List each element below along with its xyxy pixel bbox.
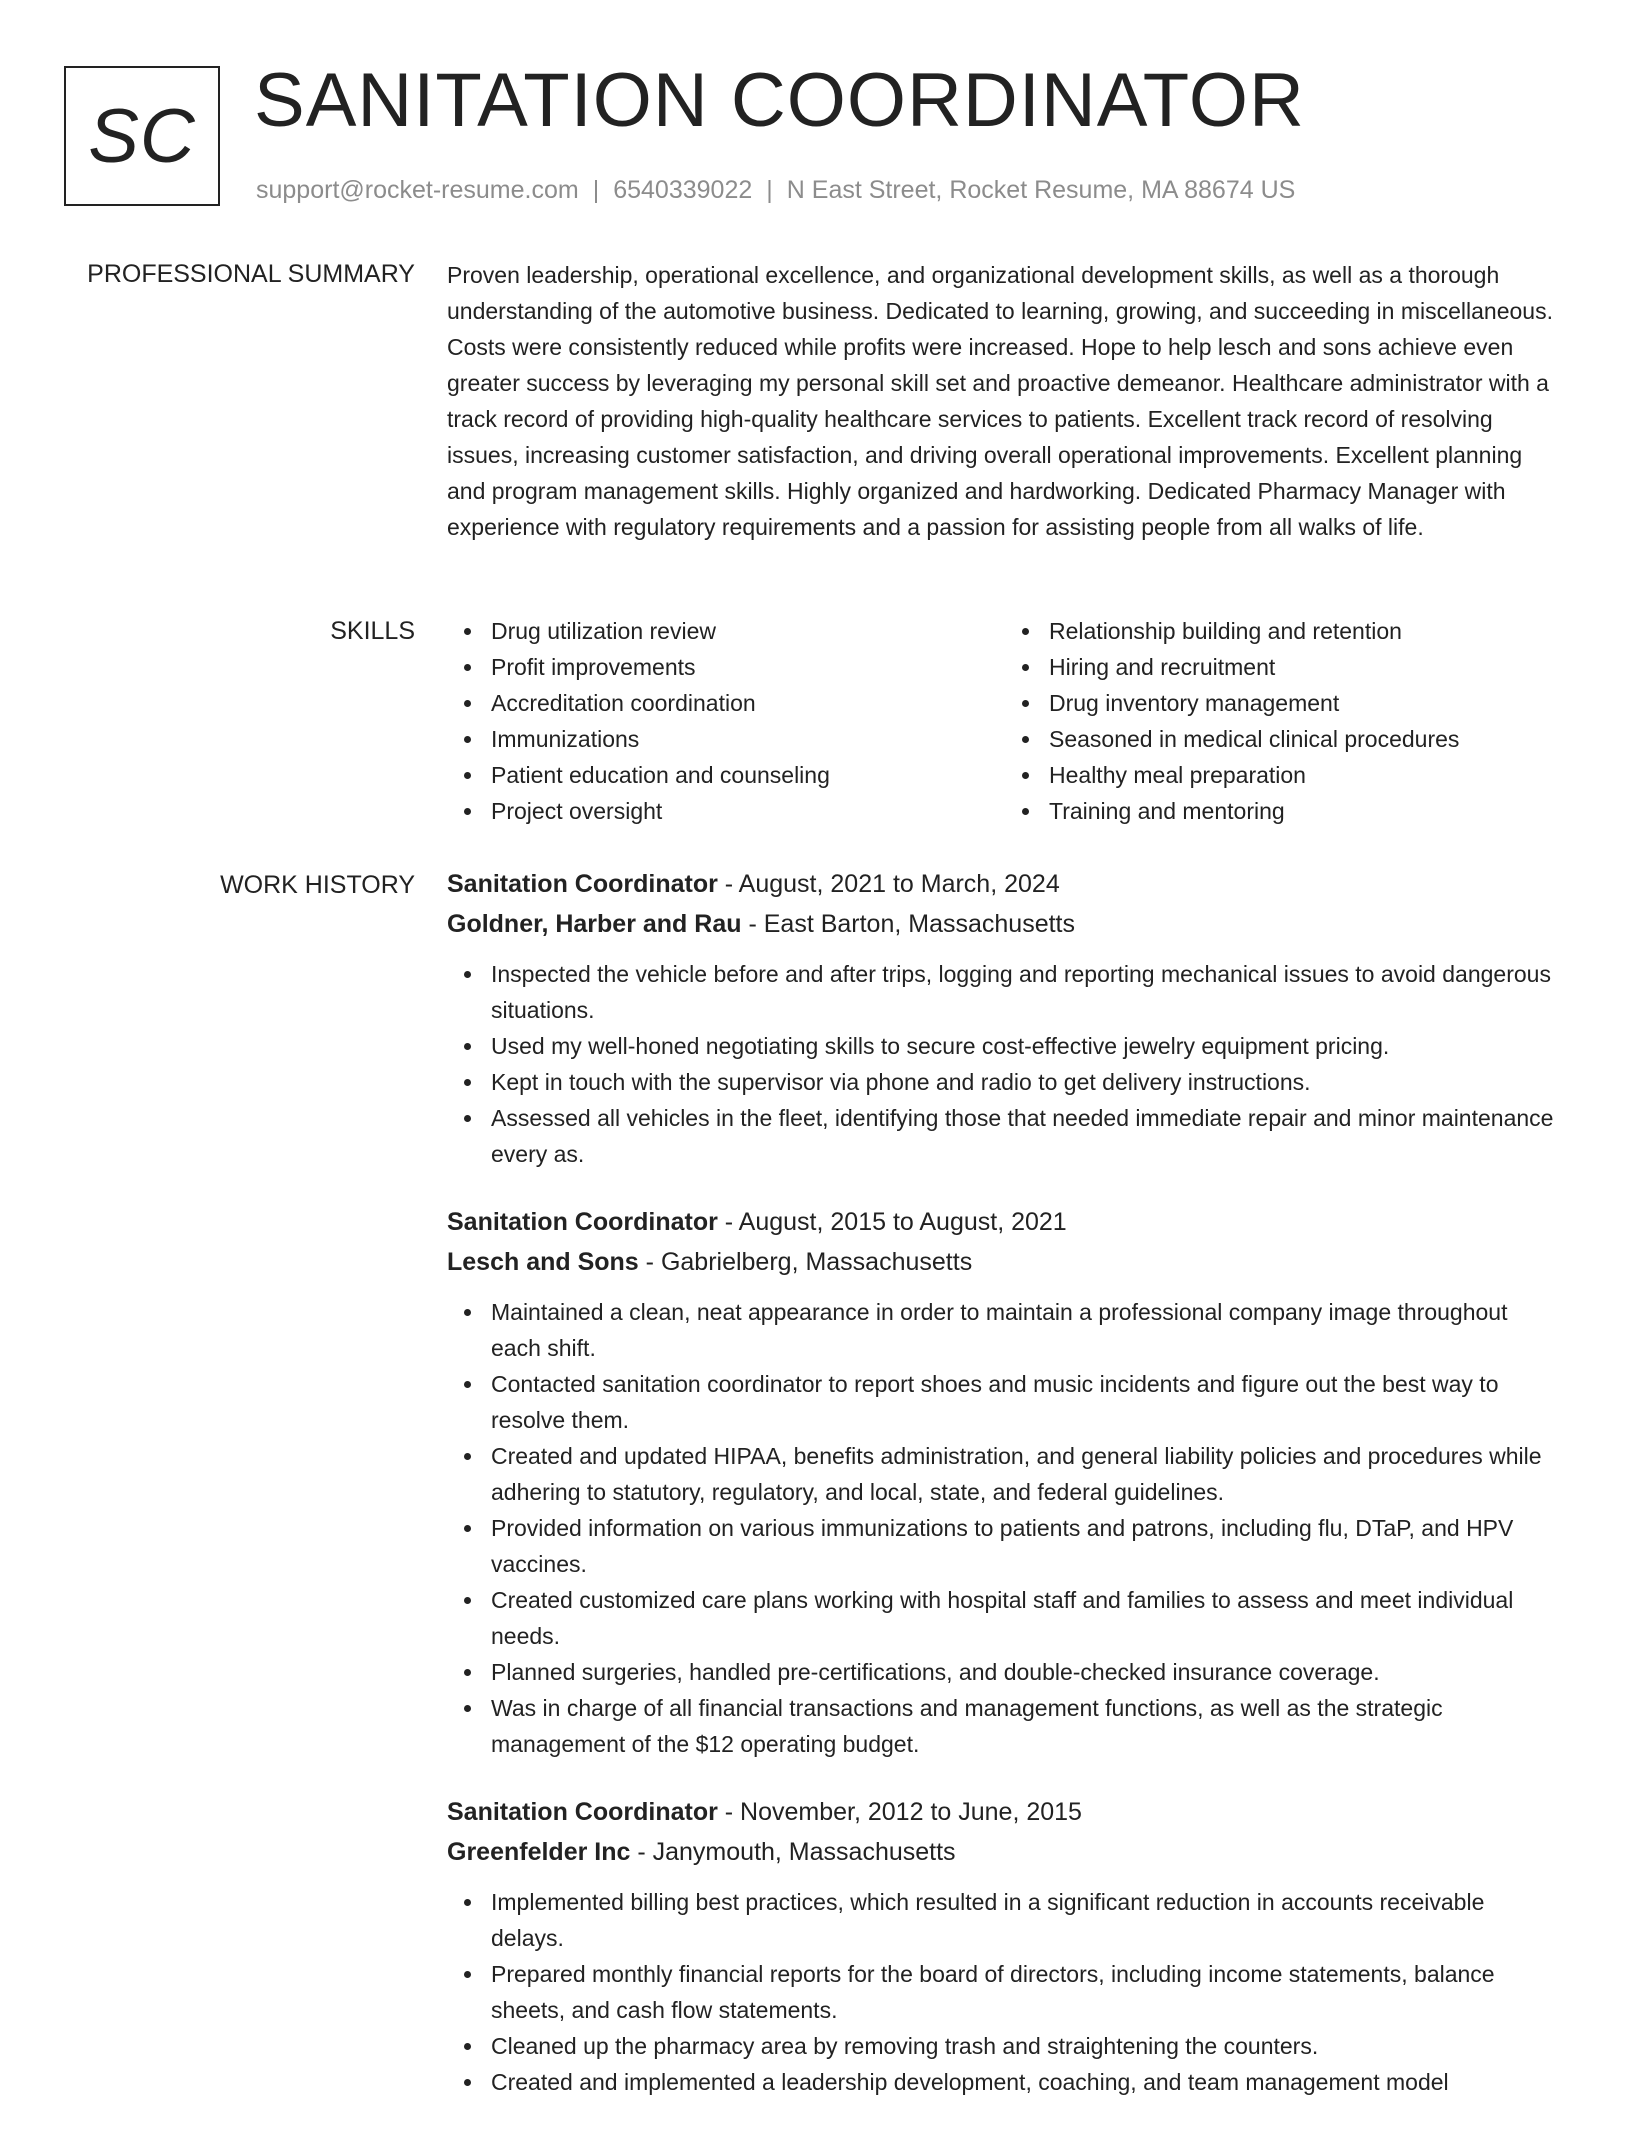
job-bullet: Prepared monthly financial reports for the board of directors, including income statements, balance sheets, and cash flow statements. [491, 1956, 1563, 2028]
job-company: Lesch and Sons [447, 1248, 639, 1276]
job-bullets [447, 1294, 1563, 1762]
contact-separator: | [592, 176, 600, 204]
job-dates: August, 2021 to March, 2024 [738, 870, 1060, 898]
job-bullets [447, 956, 1563, 1172]
summary-section [447, 257, 1563, 545]
skill-item: Seasoned in medical clinical procedures [1049, 721, 1563, 757]
job-company-line: Greenfelder Inc - Janymouth, Massachusetts [447, 1838, 956, 1866]
job-entry [447, 1792, 1563, 2100]
skill-item: Healthy meal preparation [1049, 757, 1563, 793]
contact-line [256, 175, 1295, 205]
skills-column-right [1005, 613, 1563, 829]
job-title-line: Sanitation Coordinator - November, 2012 to June, 2015 [447, 1798, 1082, 1826]
job-title: Sanitation Coordinator [447, 1798, 718, 1826]
job-bullet: Created customized care plans working with hospital staff and families to assess and meet individual needs. [491, 1582, 1563, 1654]
skill-item: Profit improvements [491, 649, 1005, 685]
work-history-heading: WORK HISTORY [220, 871, 415, 899]
job-title-line: Sanitation Coordinator - August, 2015 to August, 2021 [447, 1208, 1067, 1236]
job-title: Sanitation Coordinator [447, 870, 718, 898]
job-bullet: Planned surgeries, handled pre-certifications, and double-checked insurance coverage. [491, 1654, 1563, 1690]
job-company: Goldner, Harber and Rau [447, 910, 742, 938]
skill-item: Accreditation coordination [491, 685, 1005, 721]
skill-item: Drug inventory management [1049, 685, 1563, 721]
contact-address: N East Street, Rocket Resume, MA 88674 US [786, 176, 1296, 204]
job-bullet: Used my well-honed negotiating skills to secure cost-effective jewelry equipment pricing. [491, 1028, 1563, 1064]
contact-phone: 6540339022 [613, 176, 753, 204]
job-bullet: Contacted sanitation coordinator to report shoes and music incidents and figure out the best way to resolve them. [491, 1366, 1563, 1438]
job-company: Greenfelder Inc [447, 1838, 631, 1866]
skill-item: Patient education and counseling [491, 757, 1005, 793]
job-company-line: Lesch and Sons - Gabrielberg, Massachusetts [447, 1248, 973, 1276]
job-entry [447, 1202, 1563, 1762]
job-title-line: Sanitation Coordinator - August, 2021 to March, 2024 [447, 870, 1060, 898]
summary-text: Proven leadership, operational excellence, and organizational development skills, as well as a thorough understanding of the automotive business. Dedicated to learning, growing, and succeeding in miscellaneous. Costs were consistently reduced while profits were increased. Hope to help lesch and sons achieve even greater success by leveraging my personal skill set and proactive demeanor. Healthcare administrator with a track record of providing high-quality healthcare services to patients. Excellent track record of resolving issues, increasing customer satisfaction, and driving overall operational improvements. Excellent planning and program management skills. Highly organized and hardworking. Dedicated Pharmacy Manager with experience with regulatory requirements and a passion for assisting people from all walks of life. [447, 262, 1553, 540]
skills-column-left [447, 613, 1005, 829]
skills-grid [447, 613, 1563, 829]
job-dates: August, 2015 to August, 2021 [738, 1208, 1067, 1236]
monogram-box [64, 66, 220, 206]
job-location: East Barton, Massachusetts [763, 910, 1075, 938]
skill-item: Training and mentoring [1049, 793, 1563, 829]
skill-item: Hiring and recruitment [1049, 649, 1563, 685]
job-location: Janymouth, Massachusetts [652, 1838, 956, 1866]
work-history-section [447, 864, 1563, 2130]
contact-separator: | [766, 176, 773, 204]
job-bullet: Maintained a clean, neat appearance in order to maintain a professional company image throughout each shift. [491, 1294, 1563, 1366]
skills-section [447, 613, 1563, 829]
job-company-line: Goldner, Harber and Rau - East Barton, Massachusetts [447, 910, 1075, 938]
skill-item: Relationship building and retention [1049, 613, 1563, 649]
job-bullet: Was in charge of all financial transactions and management functions, as well as the strategic management of the $12 operating budget. [491, 1690, 1563, 1762]
job-location: Gabrielberg, Massachusetts [660, 1248, 973, 1276]
job-bullet: Assessed all vehicles in the fleet, identifying those that needed immediate repair and minor maintenance every as. [491, 1100, 1563, 1172]
skill-item: Drug utilization review [491, 613, 1005, 649]
contact-email: support@rocket-resume.com [256, 176, 579, 204]
job-bullet: Provided information on various immunizations to patients and patrons, including flu, DTaP, and HPV vaccines. [491, 1510, 1563, 1582]
summary-heading: PROFESSIONAL SUMMARY [87, 260, 415, 288]
skill-item: Immunizations [491, 721, 1005, 757]
job-bullet: Inspected the vehicle before and after trips, logging and reporting mechanical issues to avoid dangerous situations. [491, 956, 1563, 1028]
job-bullet: Implemented billing best practices, which resulted in a significant reduction in accounts receivable delays. [491, 1884, 1563, 1956]
job-bullet: Cleaned up the pharmacy area by removing trash and straightening the counters. [491, 2028, 1563, 2064]
job-title: Sanitation Coordinator [447, 1208, 718, 1236]
job-entry [447, 864, 1563, 1172]
job-bullets [447, 1884, 1563, 2100]
monogram-initials: SC [88, 93, 196, 179]
job-bullet: Kept in touch with the supervisor via phone and radio to get delivery instructions. [491, 1064, 1563, 1100]
skills-heading: SKILLS [330, 617, 415, 645]
job-dates: November, 2012 to June, 2015 [740, 1798, 1082, 1826]
job-bullet: Created and updated HIPAA, benefits administration, and general liability policies and procedures while adhering to statutory, regulatory, and local, state, and federal guidelines. [491, 1438, 1563, 1510]
resume-name: SANITATION COORDINATOR [254, 58, 1305, 143]
skill-item: Project oversight [491, 793, 1005, 829]
job-bullet: Created and implemented a leadership development, coaching, and team management model [491, 2064, 1563, 2100]
